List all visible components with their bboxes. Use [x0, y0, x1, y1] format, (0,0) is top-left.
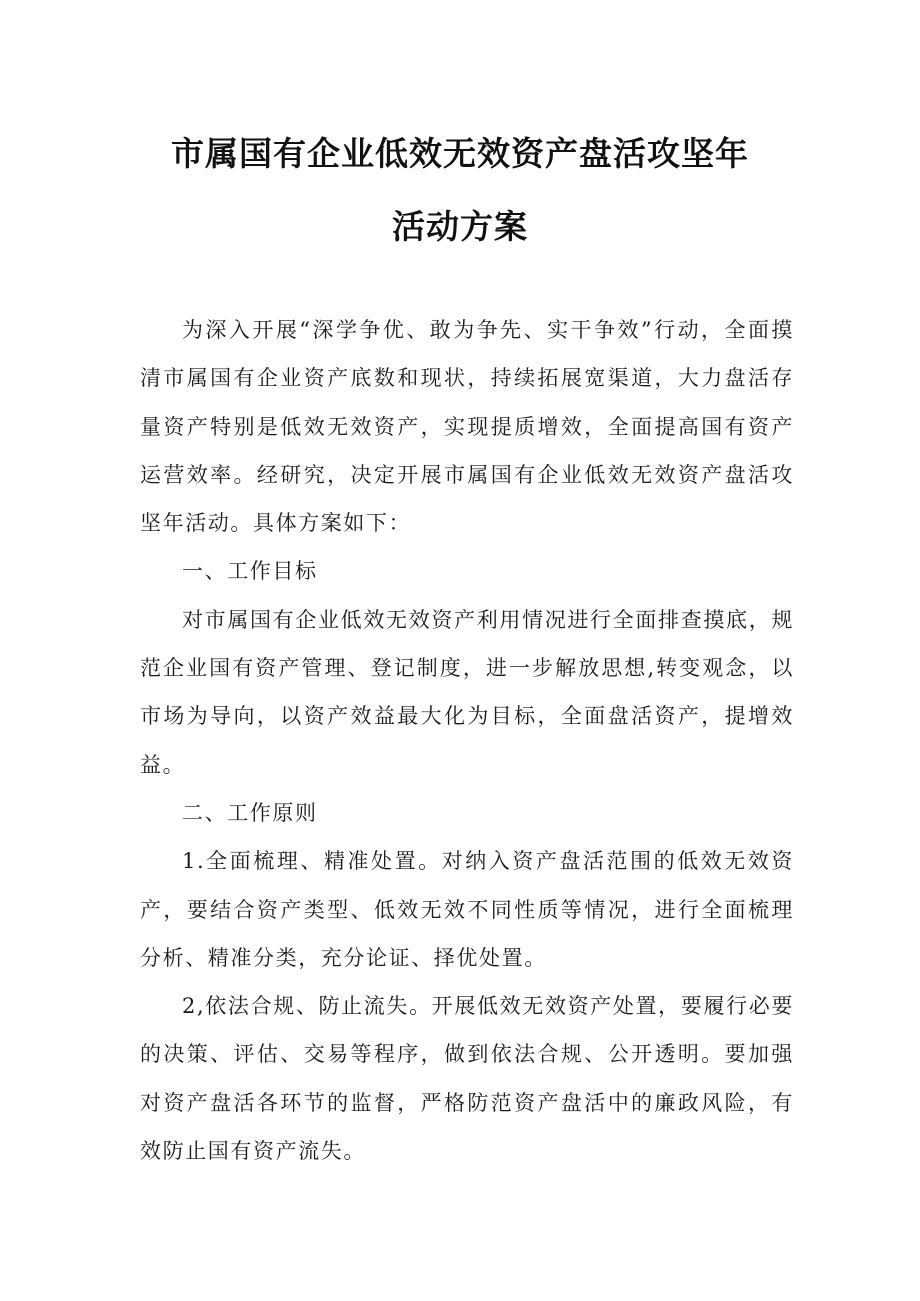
principle-1-paragraph: 1.全面梳理、精准处置。对纳入资产盘活范围的低效无效资产，要结合资产类型、低效无效不同性质等情况，进行全面梳理分析、精准分类，充分论证、择优处置。	[140, 849, 794, 970]
document-title-line-2: 活动方案	[392, 207, 528, 246]
document-title-line-1: 市属国有企业低效无效资产盘活攻坚年	[171, 134, 749, 173]
document-body	[140, 306, 794, 1175]
section-heading-principles: 二、工作原则	[182, 800, 318, 825]
intro-paragraph: 为深入开展“深学争优、敢为争先、实干争效”行动，全面摸清市属国有企业资产底数和现状，持续拓展宽渠道，大力盘活存量资产特别是低效无效资产，实现提质增效，全面提高国有资产运营效率。经研究，决定开展市属国有企业低效无效资产盘活攻坚年活动。具体方案如下：	[140, 318, 794, 536]
section-heading-goals: 一、工作目标	[182, 559, 318, 584]
goals-paragraph: 对市属国有企业低效无效资产利用情况进行全面排查摸底，规范企业国有资产管理、登记制度，进一步解放思想,转变观念，以市场为导向，以资产效益最大化为目标，全面盘活资产，提增效益。	[140, 607, 794, 777]
principle-2-paragraph: 2,依法合规、防止流失。开展低效无效资产处置，要履行必要的决策、评估、交易等程序，做到依法合规、公开透明。要加强对资产盘活各环节的监督，严格防范资产盘活中的廉政风险，有效防止国有资产流失。	[140, 994, 794, 1164]
